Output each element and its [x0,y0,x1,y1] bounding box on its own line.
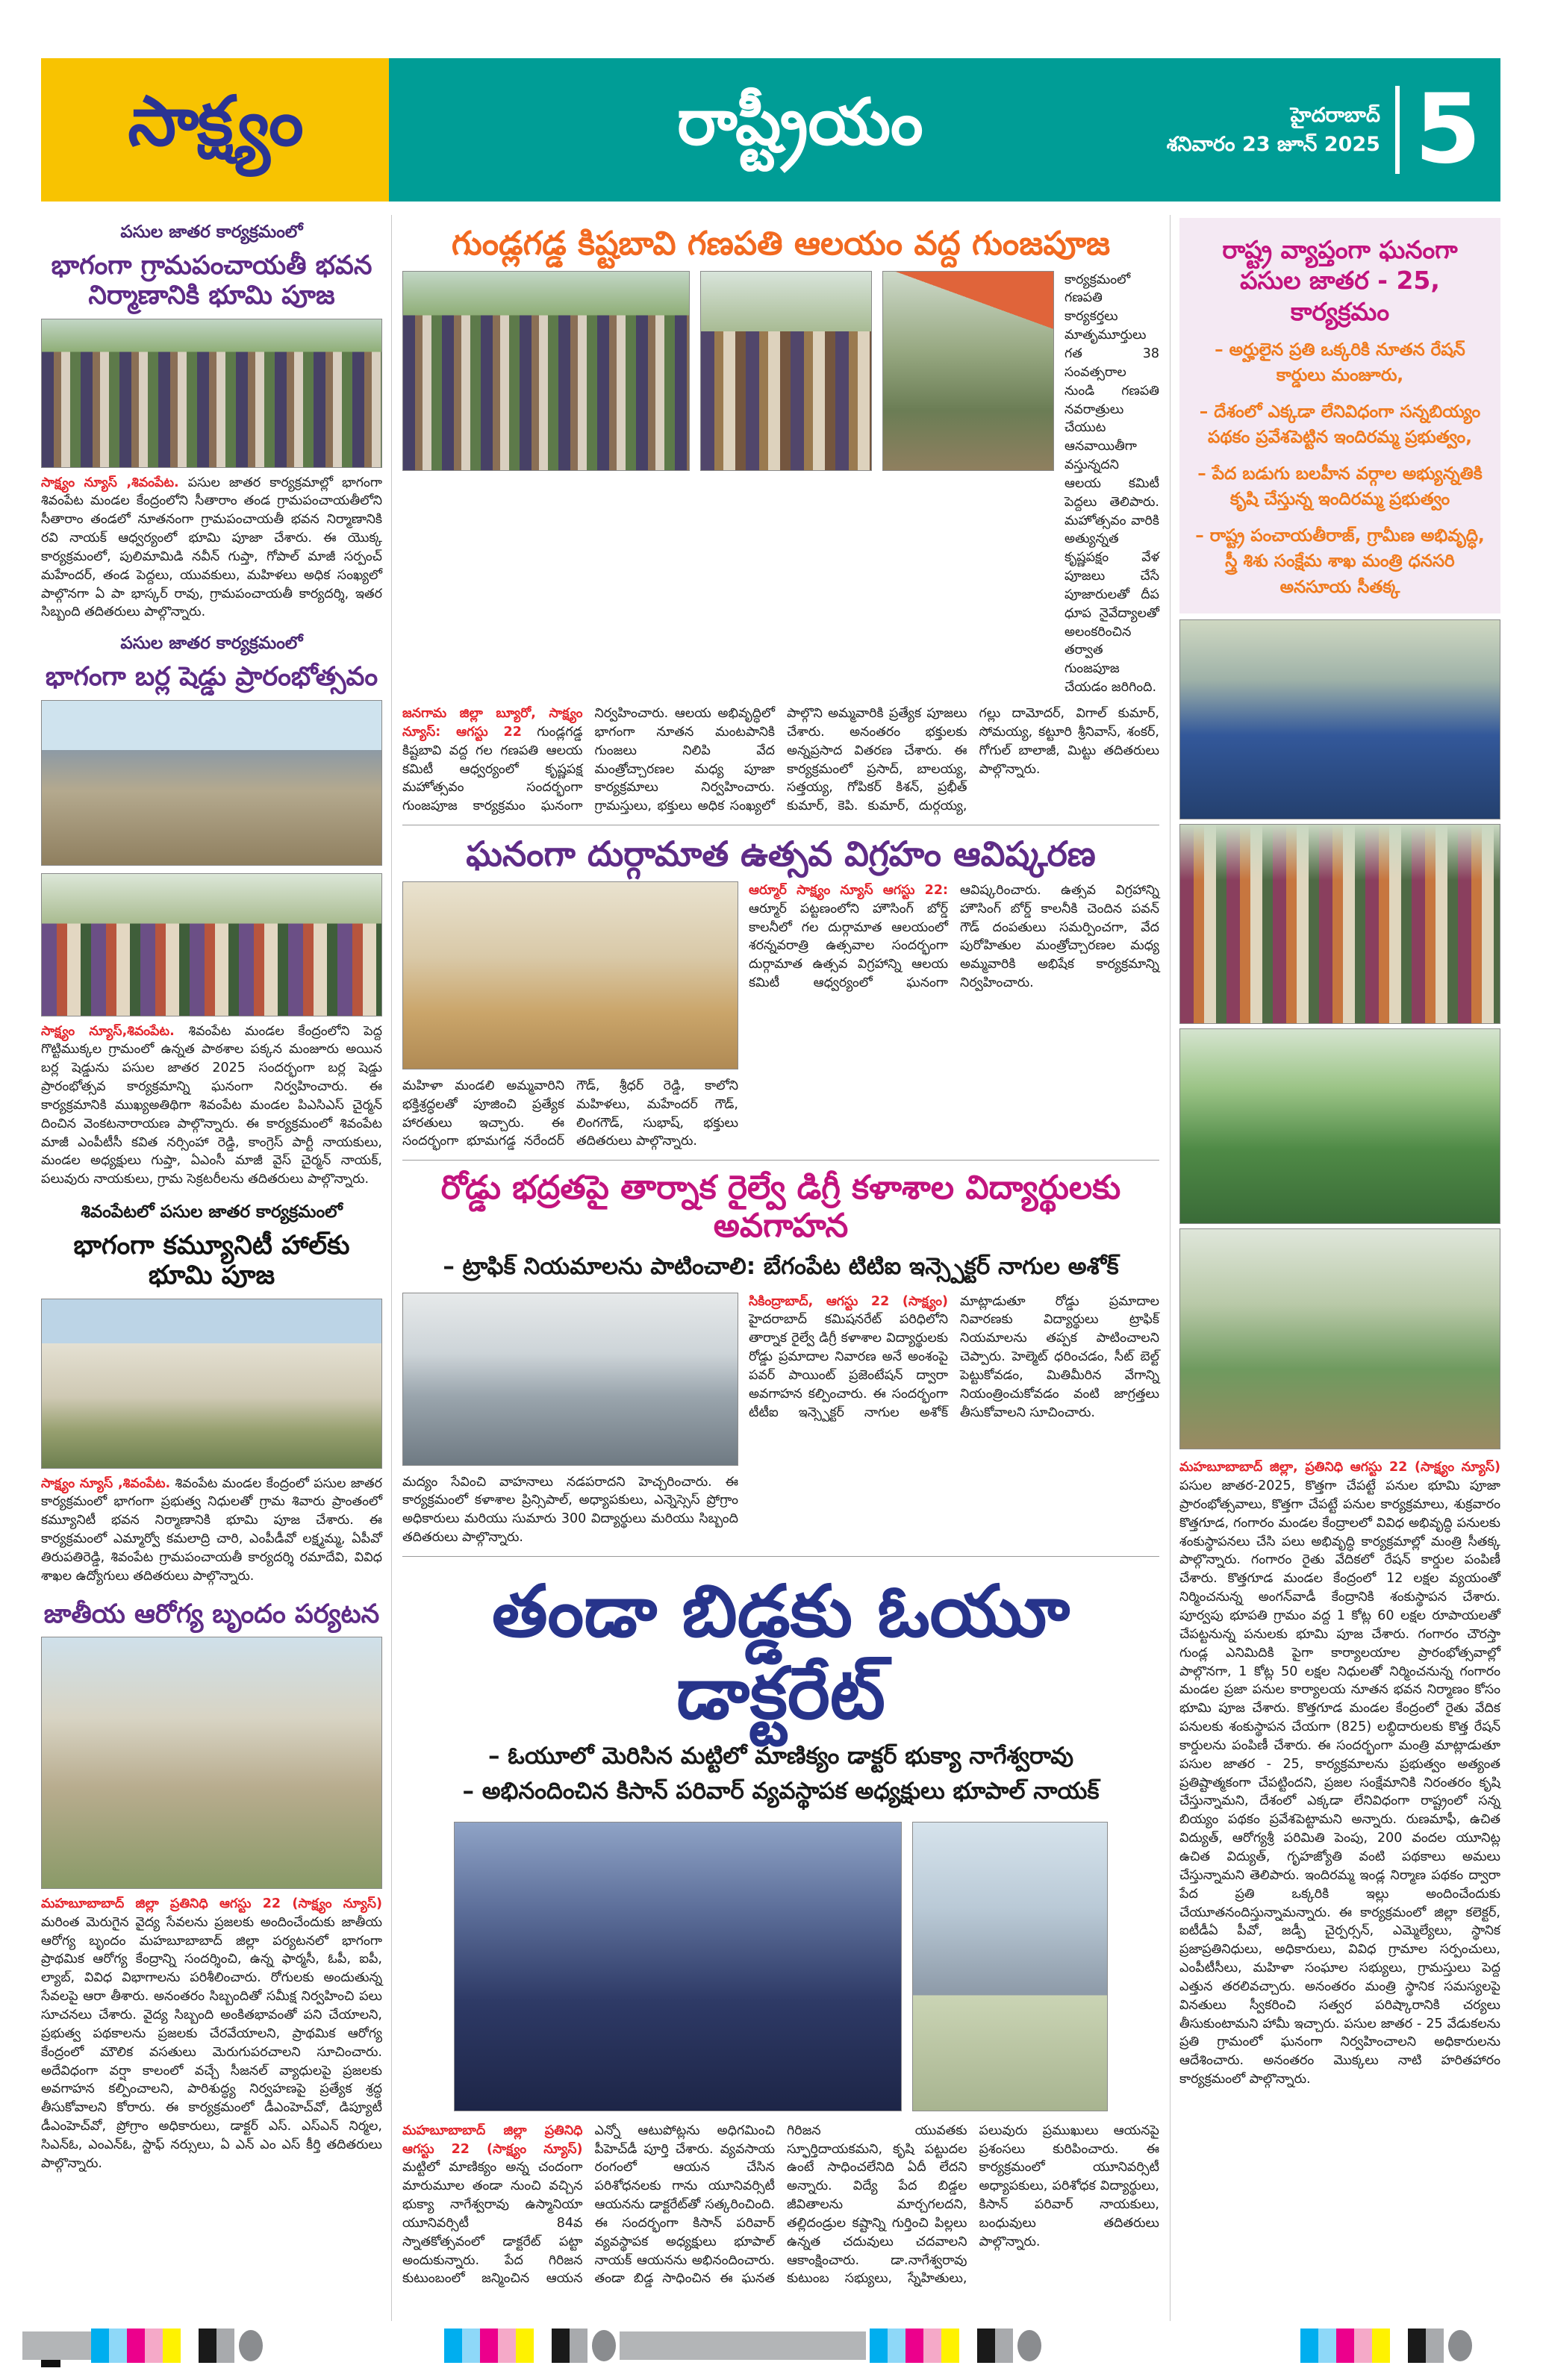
registration-mark [41,2360,60,2367]
article-subhead: – ట్రాఫిక్ నియమాలను పాటించాలి: బేగంపేట టిటిఐ ఇన్స్పెక్టర్ నాగుల అశోక్ [443,1252,1119,1280]
white-swatch [534,2329,552,2363]
panel-bullet: – పేద బడుగు బలహీన వర్గాల అభ్యున్నతికి కృషి చేస్తున్న ఇందిరమ్మ ప్రభుత్వం [1197,463,1483,510]
photo-plantation [1179,1028,1500,1224]
panel-heading-line1: రాష్ట్ర వ్యాప్తంగా ఘనంగా [1222,235,1458,264]
photo-flag-pole [882,271,1054,471]
article-body [41,1475,382,1586]
article-text: మరింత మెరుగైన వైద్య సేవలను ప్రజలకు అందించేందుకు జాతీయ ఆరోగ్య బృందం మహబూబాబాద్ జిల్లా పర్యటనలో భాగంగా ప్రాథమిక ఆరోగ్య కేంద్రాన్ని సందర్శించి, ఉన్న ఫార్మసీ, ఓపీ, ఐపీ, ల్యాబ్, వివిధ విభాగాలను పరిశీలించారు. రోగులకు అందుతున్న సేవలపై ఆరా తీశారు. అనంతరం సిబ్బందితో సమీక్ష నిర్వహించి పలు సూచనలు చేశారు. వైద్య సిబ్బంది అంకితభావంతో పని చేయాలని, ప్రభుత్వ పథకాలను ప్రజలకు చేరవేయాలని, ప్రాథమిక ఆరోగ్య కేంద్రంలో మౌలిక వసతులు మెరుగుపరచాలని సూచించారు. అదేవిధంగా వర్షా కాలంలో వచ్చే సీజనల్ వ్యాధులపై ప్రజలకు అవగాహన కల్పించాలని, పారిశుద్ధ్య నిర్వహణపై ప్రత్యేక శ్రద్ధ తీసుకోవాలని కోరారు. ఈ కార్యక్రమంలో డీఎంహెచ్‌వో, డిప్యూటీ డీఎంహెచ్‌వో, ప్రోగ్రాం అధికారులు, డాక్టర్ ఎస్. ఎస్ఎన్ నిర్మల, సిఎన్ఓ, ఎంఎన్ఓ, స్టాఫ్ నర్సులు, ఏ ఎన్ ఎం ఎస్ కీర్తి తదితరులు పాల్గొన్నారు. [41,1914,382,2171]
black-swatch [977,2329,995,2363]
photo-health-team-visit [41,1637,382,1889]
cyan-swatch [91,2329,109,2363]
photo-officials-desks [1179,1228,1500,1449]
photo-meeting-table [1179,619,1500,819]
article-dateline: మహబూబాబాద్ జిల్లా ప్రతినిధి ఆగస్టు 22 (సాక్ష్యం న్యూస్) [402,2123,583,2157]
article-road-safety [402,1169,1159,1547]
main-content [41,215,1500,2321]
article-ou-doctorate [402,1570,1159,2288]
photo-idol-unveiling [402,881,738,1069]
magenta-swatch [1336,2329,1354,2363]
page-number-divider [1395,86,1400,174]
article-text: పసుల జాతర కార్యక్రమాల్లో భాగంగా శివంపేట మండల కేంద్రంలోని సీతారాం తండ గ్రామపంచాయతీలోని సీతారాం తండలో నూతనంగా గ్రామపంచాయతీ భవన నిర్మాణానికి రవి నాయక్ ఆధ్వర్యంలో భూమి పూజా చేశారు. ఈ యొక్క కార్యక్రమంలో, పులిమామిడి నవీన్ గుప్తా, గోపాల్ మాజీ సర్పంచ్ మహేందర్, తండ పెద్దలు, యువకులు, మహిళలు అధిక సంఖ్యలో పాల్గొనగా ఏ పా భాస్కర్ రావు, గ్రామపంచాయతీ కార్యదర్శి, ఇతర సిబ్బంది తదితరులు పాల్గొన్నారు. [41,475,382,620]
edition-date: శనివారం 23 జూన్ 2025 [1166,133,1380,156]
magenta-swatch [905,2329,923,2363]
brand-name: సాక్ష్యం [128,81,302,161]
article-gunja-pooja [402,225,1159,816]
panel-article-body [1179,1458,1500,2089]
article-side-text: కార్యక్రమంలో గణపతి కార్యకర్తలు మాతృమూర్తులు గత 38 సంవత్సరాల నుండి గణపతి నవరాత్రులు చేయుట ఆనవాయితీగా వస్తున్నదని ఆలయ కమిటీ పెద్దలు తెలిపారు. మహోత్సవం వారికి అత్యున్నత కృష్ణపక్షం వేళ పూజలు చేసే పూజారులతో దీప ధూప నైవేద్యాలతో అలంకరించిన తర్వాత గుంజపూజ చేయడం జరిగింది. [1064,272,1159,696]
article-text: శివంపేట మండల కేంద్రంలో పసుల జాతర కార్యక్రమంలో భాగంగా ప్రభుత్వ నిధులతో గ్రామ శివారు ప్రాంతంలో కమ్యూనిటీ భవన నిర్మాణానికి భూమి పూజ చేశారు. ఈ కార్యక్రమంలో ఎమ్మార్వో కమలాద్రి చారి, ఎంపీడీవో లక్ష్మమ్మ, ఏపీవో తిరుపతిరెడ్డి, శివంపేట గ్రామపంచాయతీ కార్యదర్శి రమాదేవి, వివిధ శాఖల ఉద్యోగులు తదితరులు పాల్గొన్నారు. [41,1475,382,1584]
article-divider [402,1160,1159,1161]
black-swatch [1408,2329,1426,2363]
center-column [392,215,1171,2321]
article-headline: ఘనంగా దుర్గామాత ఉత్సవ విగ్రహం ఆవిష్కరణ [466,834,1096,875]
cyan-swatch [870,2329,888,2363]
photo-ration-card-distribution [1179,824,1500,1024]
right-column [1171,215,1500,2321]
gray-ellipse [239,2330,263,2361]
article-dateline: సాక్ష్యం న్యూస్ ,శివంపేట. [41,1475,171,1491]
magenta-swatch [127,2329,145,2363]
edition-info [1166,74,1500,185]
photo-temple-group [402,271,690,471]
article-text: గుండ్లగడ్డ కిష్టబావి వద్ద గల గణపతి ఆలయ కమిటీ ఆధ్వర్యంలో కృష్ణపక్ష మహోత్సవం సందర్భంగా గుంజపూజ కార్యక్రమం ఘనంగా నిర్వహించారు. ఆలయ అభివృద్ధిలో భాగంగా నూతన మంటపానికి గుంజలు నిలిపి వేద మంత్రోచ్చారణల మధ్య పూజా కార్యక్రమాలు నిర్వహించారు. గ్రామస్తులు, భక్తులు అధిక సంఖ్యలో పాల్గొని అమ్మవారికి ప్రత్యేక పూజలు చేశారు. అనంతరం భక్తులకు అన్నప్రసాద వితరణ చేశారు. ఈ కార్యక్రమంలో ప్రసాద్, బాలయ్య, సత్తయ్య, గోపికర్ కిశన్, ప్రభీత్ కుమార్, కెపి. కుమార్, దుర్గయ్య, గల్లు దామోదర్, విగాల్ కుమార్, సోమయ్య, కట్టూరి శ్రీనివాస్, శంకర్, గోగుల్ బాలాజీ, మిట్టు తదితరులు పాల్గొన్నారు. [402,706,1159,814]
article-gp-bhavan [41,222,382,622]
article-kicker: పసుల జాతర కార్యక్రమంలో [120,634,303,654]
article-kicker: శివంపేటలో పసుల జాతర కార్యక్రమంలో [81,1202,343,1222]
pink-swatch [498,2329,516,2363]
article-headline: భాగంగా గ్రామపంచాయతీ భవన నిర్మాణానికి భూమి పూజ [51,251,372,311]
page-number: 5 [1414,74,1481,185]
article-headline: భాగంగా కమ్యూనిటీ హాల్‌కు భూమి పూజ [73,1231,350,1291]
photo-doctorate-certificate [912,1822,1108,2111]
article-dateline: ఆర్మూర్ సాక్ష్యం న్యూస్ ఆగస్టు 22: [749,882,948,898]
panel-bullet: – అర్హులైన ప్రతి ఒక్కరికి నూతన రేషన్ కార్డులు మంజూరు, [1215,340,1465,386]
highlight-panel [1179,218,1500,613]
article-dateline: సికింద్రాబాద్, ఆగస్టు 22 (సాక్ష్యం) [749,1293,948,1309]
article-dateline: మహబూబాబాద్ జిల్లా ప్రతినిధి ఆగస్టు 22 (సాక్ష్యం న్యూస్) [41,1896,382,1911]
article-body-below-photo: మద్యం సేవించి వాహనాలు నడపరాదని హెచ్చరించారు. ఈ కార్యక్రమంలో కళాశాల ప్రిన్సిపాల్, అధ్యాపకులు, ఎన్నెస్సెస్ ప్రోగ్రాం అధికారులు మరియు సుమారు 300 విద్యార్థులు మరియు సిబ్బంది తదితరులు పాల్గొన్నారు. [402,1474,738,1546]
newspaper-logo [41,58,389,202]
article-body [41,1895,382,2173]
cmyk-swatch-group [1300,2329,1472,2363]
article-body [402,2122,1159,2289]
gray-ellipse [1448,2330,1472,2361]
pink-swatch [923,2329,941,2363]
photo-shed-construction [41,700,382,866]
photo-pole-raising [700,271,872,471]
section-banner [389,58,1500,202]
panel-bullet: – రాష్ట్ర పంచాయతీరాజ్, గ్రామీణ అభివృద్ధి, స్త్రీ శిశు సంక్షేమ శాఖ మంత్రి ధనసరి అనసూయ సీతక్క [1195,525,1485,597]
article-dateline: జనగామ జిల్లా బ్యూరో, సాక్ష్యం న్యూస్: ఆగస్టు 22 [402,706,583,740]
article-kicker: పసుల జాతర కార్యక్రమంలో [120,222,303,242]
gray-ellipse [1017,2330,1041,2361]
article-body [41,474,382,622]
article-headline: తండా బిడ్డకు ఓయూ డాక్టరేట్ [491,1569,1070,1736]
light-cyan-swatch [888,2329,905,2363]
photo-awareness-session [402,1293,738,1466]
minister-event-photos [1179,619,1500,1449]
article-health-team [41,1599,382,2173]
yellow-swatch [516,2329,534,2363]
article-barla-shed [41,634,382,1189]
black-swatch [199,2329,216,2363]
section-title: రాష్ట్రీయం [677,84,923,160]
white-swatch [181,2329,199,2363]
photo-convocation [454,1822,902,2111]
article-text: మట్టిలో మాణిక్యం అన్న చందంగా మారుమూల తండా నుంచి వచ్చిన భుక్యా నాగేశ్వరావు ఉస్మానియా యూనివర్సిటీ 84వ స్నాతకోత్సవంలో డాక్టరేట్ పట్టా అందుకున్నారు. పేద గిరిజన కుటుంబంలో జన్మించిన ఆయన ఎన్నో ఆటుపోట్లను అధిగమించి పీహెచ్‌డీ పూర్తి చేశారు. వ్యవసాయ రంగంలో ఆయన చేసిన పరిశోధనలకు గాను యూనివర్సిటీ ఆయనను డాక్టరేట్‌తో సత్కరించింది. ఈ సందర్భంగా కిసాన్ పరివార్ వ్యవస్థాపక అధ్యక్షులు భూపాల్ నాయక్ ఆయనను అభినందించారు. తండా బిడ్డ సాధించిన ఈ ఘనత గిరిజన యువతకు స్ఫూర్తిదాయకమని, కృషి పట్టుదల ఉంటే సాధించలేనిది ఏదీ లేదని అన్నారు. విద్యే పేద బిడ్డల జీవితాలను మార్చగలదని, తల్లిదండ్రుల కష్టాన్ని గుర్తించి పిల్లలు ఉన్నత చదువులు చదవాలని ఆకాంక్షించారు. డా.నాగేశ్వరావు కుటుంబ సభ్యులు, స్నేహితులు, పలువురు ప్రముఖులు ఆయనపై ప్రశంసలు కురిపించారు. ఈ కార్యక్రమంలో యూనివర్సిటీ అధ్యాపకులు, పరిశోధక విద్యార్థులు, కిసాన్ పరివార్ నాయకులు, బంధువులు తదితరులు పాల్గొన్నారు. [402,2123,1159,2287]
article-dateline: సాక్ష్యం న్యూస్ ,శివంపేట. [41,475,179,490]
article-headline: రోడ్డు భద్రతపై తార్నాక రైల్వే డిగ్రీ కళాశాల విద్యార్థులకు అవగాహన [440,1169,1121,1245]
article-divider [402,1556,1159,1557]
masthead [41,58,1500,202]
article-community-hall [41,1202,382,1586]
pink-swatch [145,2329,163,2363]
edition-city: హైదరాబాద్ [1290,103,1380,127]
light-cyan-swatch [1318,2329,1336,2363]
yellow-swatch [1372,2329,1390,2363]
left-column [41,215,392,2321]
white-swatch [1390,2329,1408,2363]
gray-swatch [995,2329,1013,2363]
gray-swatch [216,2329,234,2363]
panel-heading [1190,234,1490,327]
article-subhead-2: – అభినందించిన కిసాన్ పరివార్ వ్యవస్థాపక అధ్యక్షులు భూపాల్ నాయక్ [462,1777,1100,1805]
article-text: పసుల జాతర-2025, కొత్తగా చేపట్టే పనుల భూమి పూజా ప్రారంభోత్సవాలు, కొత్తగా చేపట్టే పనుల కార్యక్రమాలు, శుక్రవారం కొత్తగూడ, గంగారం మండల కేంద్రాలలో వివిధ అభివృద్ధి పనులకు శంకుస్థాపనలు చేసి పలు అభివృద్ధి కార్యక్రమాల్లో మంత్రి సీతక్క పాల్గొన్నారు. గంగారం రైతు వేదికలో రేషన్ కార్డుల పంపిణీ చేశారు. కొత్తగూడ మండల కేంద్రంలో 12 లక్షల వ్యయంతో నిర్మించనున్న అంగన్‌వాడీ కేంద్రానికి శంకుస్థాపన చేశారు. పూర్వపు భూపతి గ్రామం వద్ద 1 కోట్ల 60 లక్షల రూపాయలతో చేపట్టనున్న పనులకు భూమి పూజ చేశారు. గంగారం చౌరస్తా గుండ్ల ఎనిమిదికి పైగా కార్యాలయాల ప్రారంభోత్సవాల్లో పాల్గొనగా, 1 కోట్ల 50 లక్షల నిధులతో నిర్మించనున్న గంగారం మండల ప్రజా పనుల కార్యాలయ నూతన భవన నిర్మాణం కోసం భూమి పూజ చేశారు. కొత్తగూడ మండల కేంద్రంలో రైతు వేదిక పనులకు శంకుస్థాపన చేయగా (825) లబ్ధిదారులకు కొత్త రేషన్ కార్డులను పంపిణీ చేశారు. ఈ సందర్భంగా మంత్రి మాట్లాడుతూ పసుల జాతర - 25, కార్యక్రమాలను ప్రభుత్వం అత్యంత ప్రతిష్టాత్మకంగా చేపట్టిందని, ప్రజల సంక్షేమానికి నిరంతరం కృషి చేస్తున్నామని, దేశంలో ఎక్కడా లేనివిధంగా రాష్ట్రంలో సన్న బియ్యం పథకం ప్రవేశపెట్టామని అన్నారు. రుణమాఫీ, ఉచిత విద్యుత్, ఆరోగ్యశ్రీ పరిమితి పెంపు, 200 వందల యూనిట్ల ఉచిత విద్యుత్, గృహజ్యోతి వంటి పథకాలు అమలు చేస్తున్నామని తెలిపారు. ఇందిరమ్మ ఇండ్ల నిర్మాణ పథకం ద్వారా పేద ప్రతి ఒక్కరికి ఇల్లు అందించేందుకు చేయూతనందిస్తున్నామన్నారు. ఈ కార్యక్రమంలో జిల్లా కలెక్టర్, ఐటీడీఏ పీవో, జడ్పీ చైర్పర్సన్, ఎమ్మెల్యేలు, స్థానిక ప్రజాప్రతినిధులు, అధికారులు, వివిధ గ్రామాల సర్పంచులు, ఎంపీటీసీలు, మహిళా సంఘాల సభ్యులు, గ్రామస్తులు పెద్ద ఎత్తున తరలివచ్చారు. అనంతరం మంత్రి స్థానిక సమస్యలపై వినతులు స్వీకరించి సత్వర పరిష్కారానికి చర్యలు తీసుకుంటామని హామీ ఇచ్చారు. పసుల జాతర - 25 వేడుకలను ప్రతి గ్రామంలో ఘనంగా నిర్వహించాలని అధికారులను ఆదేశించారు. అనంతరం మొక్కలు నాటి హరితహారం కార్యక్రమంలో పాల్గొన్నారు. [1179,1478,1500,2087]
article-headline: భాగంగా బర్ల షెడ్డు ప్రారంభోత్సవం [45,662,378,693]
color-calibration-bar [0,2327,1543,2364]
article-body-below-photo: మహిళా మండలి అమ్మవారిని భక్తిశ్రద్ధలతో పూజించి ప్రత్యేక హారతులు ఇచ్చారు. ఈ సందర్భంగా భూమగడ్డ నరేందర్ గౌడ్, శ్రీధర్ రెడ్డి, కాలోని మహిళలు, మహేందర్ గౌడ్, లింగగౌడ్, సుభాష్, భక్తులు తదితరులు పాల్గొన్నారు. [402,1078,738,1149]
photo-bhoomi-pooja-group [41,319,382,468]
photo-community-hall-site [41,1299,382,1469]
panel-heading-line2: పసుల జాతర - 25, కార్యక్రమం [1240,266,1440,326]
gray-swatch [1426,2329,1444,2363]
yellow-swatch [941,2329,959,2363]
magenta-swatch [480,2329,498,2363]
black-swatch [552,2329,570,2363]
article-dateline: సాక్ష్యం న్యూస్,శివంపేట. [41,1023,175,1039]
edition-dateline [1167,101,1380,159]
light-cyan-swatch [109,2329,127,2363]
article-durga-idol [402,834,1159,1151]
panel-bullet: – దేశంలో ఎక్కడా లేనివిధంగా సన్నబియ్యం పథకం ప్రవేశపెట్టిన ఇందిరమ్మ ప్రభుత్వం, [1199,402,1481,448]
gray-strip [620,2331,866,2360]
cmyk-swatch-group [91,2329,263,2363]
gray-ellipse [592,2330,616,2361]
light-cyan-swatch [462,2329,480,2363]
article-text: హైదరాబాద్ కమిషనరేట్ పరిధిలోని తార్నాక రైల్వే డిగ్రీ కళాశాల విద్యార్థులకు రోడ్డు ప్రమాదాల నివారణ అనే అంశంపై పవర్ పాయింట్ ప్రజెంటేషన్ ద్వారా అవగాహన కల్పించారు. ఈ సందర్భంగా టీటీఐ ఇన్స్పెక్టర్ నాగుల అశోక్ మాట్లాడుతూ రోడ్డు ప్రమాదాల నివారణకు విద్యార్థులు ట్రాఫిక్ నియమాలను తప్పక పాటించాలని చెప్పారు. హెల్మెట్ ధరించడం, సీట్ బెల్ట్ పెట్టుకోవడం, మితిమీరిన వేగాన్ని నియంత్రించుకోవడం వంటి జాగ్రత్తలు తీసుకోవాలని సూచించారు. [749,1293,1159,1420]
gray-swatch [570,2329,587,2363]
article-headline: గుండ్లగడ్డ కిష్టబావి గణపతి ఆలయం వద్ద గుంజపూజ [451,225,1111,263]
article-text: శివంపేట మండల కేంద్రంలోని పెద్ద గొట్టిముక్కల గ్రామంలో ఉన్నత పాఠశాల పక్కన మంజూరు అయిన బర్ల షెడ్డును పసుల జాతర 2025 సందర్భంగా బర్ల షెడ్డు ప్రారంభోత్సవ కార్యక్రమాన్ని ఘనంగా నిర్వహించారు. ఈ కార్యక్రమానికి ముఖ్యఅతిథిగా శివంపేట మండల పిఎసిఎస్ చైర్మన్ దించిన వెంకటనారాయణ పాల్గొన్నారు. ఈ కార్యక్రమంలో శివంపేట మాజీ ఎంపీటీసీ కవిత నర్సింహా రెడ్డి, కాంగ్రెస్ పార్టీ నాయకులు, మండల అధ్యక్షులు గుప్తా, ఏఎంసీ మాజీ వైస్ చైర్మన్ నాయక్, పలువురు నాయకులు, గ్రామ సెక్రటరీలను తదితరులు పాల్గొన్నారు. [41,1023,382,1187]
article-body [402,705,1159,816]
pink-swatch [1354,2329,1372,2363]
cmyk-swatch-group [870,2329,1041,2363]
article-subhead-1: – ఓయూలో మెరిసిన మట్టిలో మాణిక్యం డాక్టర్ భుక్యా నాగేశ్వరావు [487,1742,1074,1770]
article-text: ఆర్మూర్ పట్టణంలోని హౌసింగ్ బోర్డ్ కాలనీలో గల దుర్గామాత ఆలయంలో శరన్నవరాత్రి ఉత్సవాల సందర్భంగా దుర్గామాత ఉత్సవ విగ్రహాన్ని ఆలయ కమిటీ ఆధ్వర్యంలో ఘనంగా ఆవిష్కరించారు. ఉత్సవ విగ్రహాన్ని హౌసింగ్ బోర్డ్ కాలనీకి చెందిన పవన్ గౌడ్ దంపతులు సమర్పించగా, వేద పురోహితుల మంత్రోచ్చారణల మధ్య అమ్మవారికి అభిషేక కార్యక్రమాన్ని నిర్వహించారు. [749,882,1159,991]
article-headline: జాతీయ ఆరోగ్య బృందం పర్యటన [43,1599,380,1629]
article-dateline: మహబూబాబాద్ జిల్లా, ప్రతినిధి ఆగస్టు 22 (సాక్ష్యం న్యూస్) [1179,1460,1500,1475]
cyan-swatch [1300,2329,1318,2363]
photo-ribbon-cutting [41,873,382,1016]
white-swatch [959,2329,977,2363]
cmyk-swatch-group [444,2329,616,2363]
yellow-swatch [163,2329,181,2363]
gray-strip [22,2331,91,2360]
article-body [749,881,1159,1151]
article-body [749,1293,1159,1547]
cyan-swatch [444,2329,462,2363]
article-body [41,1022,382,1190]
